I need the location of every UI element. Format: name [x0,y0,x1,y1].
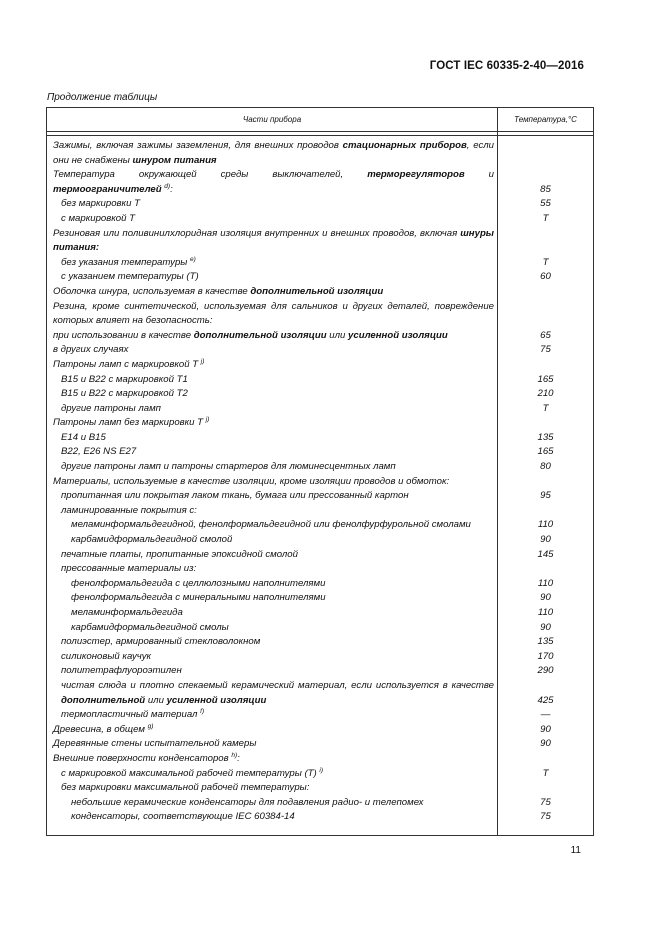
part-description [47,723,498,738]
table-row [47,679,593,708]
table-row [47,416,593,431]
table-row [47,504,593,519]
table-row [47,650,593,665]
table-row [47,548,593,563]
part-text: усиленной изоляции [166,694,267,706]
table-row [47,723,593,738]
table-row [47,387,593,402]
part-description [47,518,498,533]
part-description [47,489,498,504]
part-description [47,139,498,168]
table-row [47,460,593,475]
part-description [47,737,498,752]
part-text: B15 и B22 с маркировкой Т1 [61,373,188,385]
part-description [47,810,498,825]
part-text: термопластичный материал [61,709,198,721]
temperature-value: 90 [540,534,551,546]
table-row [47,212,593,227]
part-text: в других случаях [53,344,129,356]
part-text: Температура окружающей среды выключателей, [53,169,368,181]
temperature-value: 55 [540,198,551,210]
part-text: или [145,694,167,706]
temperature-value: 95 [540,490,551,502]
table-row [47,796,593,811]
table-row [47,285,593,300]
part-description [47,416,498,431]
part-text: меламинформальдегида [71,607,183,618]
table-row [47,300,593,329]
part-description [47,606,498,621]
part-description [47,329,498,344]
part-description [47,767,498,782]
part-description [47,402,498,417]
part-description [47,796,498,811]
temperature-value [498,416,593,431]
part-description [47,358,498,373]
table-row [47,270,593,285]
part-description [47,562,498,577]
temperature-value [498,752,593,767]
part-text: с маркировкой максимальной рабочей температуры (Т) [61,767,317,779]
temperature-value: 135 [537,636,554,648]
temperature-value [498,139,593,168]
part-description [47,635,498,650]
temperature-value: 135 [537,431,554,443]
part-text: Патроны ламп без маркировки Т [53,417,204,429]
part-description [47,460,498,475]
table-row [47,168,593,197]
part-description [47,285,498,300]
part-description [47,256,498,271]
temperature-value: 90 [540,723,551,735]
part-text: дополнительной изоляции [250,285,384,297]
table-row [47,635,593,650]
column-header-temperature: Температура,°C [514,115,577,124]
table-row [47,664,593,679]
temperature-value: 75 [540,796,551,808]
part-text: термоограничителей [53,183,162,195]
part-text: Деревянные стены испытательной камеры [53,738,257,750]
part-text: печатные платы, пропитанные эпоксидной смолой [61,548,298,560]
table-row [47,197,593,212]
part-description [47,679,498,708]
temperature-value: 110 [537,577,554,589]
temperature-value: 80 [540,461,551,473]
part-description [47,227,498,256]
part-description [47,533,498,548]
part-text: Резиновая или поливинилхлоридная изоляция внутренних и внешних проводов, включая [53,227,461,239]
table-row [47,402,593,417]
part-description [47,445,498,460]
part-text: небольшие керамические конденсаторы для подавления радио- и телепомех [71,796,424,808]
part-text: или [326,329,349,341]
part-text: меламинформальдегидной, фенолформальдегидной или фенолфурфурольной смолами [71,519,471,531]
temperature-value: T [542,212,549,224]
part-text: силиконовый каучук [61,650,152,662]
part-text: другие патроны ламп [61,402,161,414]
part-text: прессованные материалы из: [61,563,197,575]
part-text: Патроны ламп с маркировкой Т [53,358,199,370]
temperature-value [498,504,593,519]
temperature-value: T [542,767,549,779]
temperature-value: T [542,256,549,268]
table-header [47,108,593,132]
part-description [47,504,498,519]
table-row [47,752,593,767]
part-description [47,577,498,592]
column-divider [497,132,498,835]
footnote-ref: j) [200,357,205,365]
part-text: и [464,169,494,181]
temperature-value [498,562,593,577]
footnote-ref: j) [205,416,210,424]
part-text: фенолформальдегида с минеральными наполнителями [71,592,326,604]
part-text: ламинированные покрытия с: [61,504,197,516]
part-text: усиленной изоляции [348,329,448,341]
temperature-value: 85 [540,183,551,195]
part-text: конденсаторы, соответствующие IEC 60384-14 [71,811,295,823]
part-text: карбамидформальдегидной смолы [71,621,229,633]
part-text: фенолформальдегида с целлюлозными наполнителями [71,577,326,589]
table-body [47,132,593,835]
table-row [47,781,593,796]
part-text: Оболочка шнура, используемая в качестве [53,285,251,297]
part-text-tail: : [170,183,173,195]
table-row [47,329,593,344]
table-row [47,533,593,548]
table-row [47,445,593,460]
part-description [47,781,498,796]
part-text: Внешние поверхности конденсаторов [53,752,229,764]
part-description [47,621,498,636]
part-text: с указанием температуры (Т) [61,271,199,283]
part-description [47,708,498,723]
temperature-value: 165 [537,373,554,385]
part-description [47,650,498,665]
part-text: терморегуляторов [367,169,465,181]
temperature-value: 290 [537,665,554,677]
temperature-value: 75 [540,811,551,823]
part-description [47,300,498,329]
table-row [47,577,593,592]
part-text: другие патроны ламп и патроны стартеров для люминесцентных ламп [61,461,396,473]
column-header-part: Части прибора [47,108,498,131]
table-row [47,489,593,504]
part-description [47,373,498,388]
table-rows [47,132,593,835]
footnote-ref: e) [190,255,196,263]
footnote-ref: d) [164,182,171,190]
temperature-value: 110 [537,519,554,531]
part-text: карбамидформальдегидной смолой [71,534,233,546]
document-code: ГОСТ IEC 60335-2-40—2016 [429,60,584,72]
table-row [47,373,593,388]
part-text: Древесина, в общем [53,723,145,735]
part-description [47,664,498,679]
table-row [47,708,593,723]
part-description [47,548,498,563]
part-text: без указания температуры [61,256,188,268]
part-description [47,387,498,402]
part-text: политетрафлуороэтилен [61,665,182,677]
temperature-value [498,475,593,490]
footnote-ref: g) [147,722,154,730]
table-row [47,737,593,752]
footnote-ref: f) [200,708,205,716]
part-text: дополнительной [61,694,146,706]
page-number: 11 [570,845,581,856]
table-caption: Продолжение таблицы [47,92,158,103]
table-row [47,139,593,168]
temperature-value: 90 [540,738,551,750]
temperature-value [498,300,593,329]
temperature-value: 75 [540,344,551,356]
part-text: стационарных приборов [342,140,467,151]
temperature-value: T [542,402,549,414]
temperature-value: 60 [540,271,551,283]
part-text: B22, E26 NS E27 [61,446,137,458]
part-description [47,752,498,767]
table-row [47,358,593,373]
part-text: пропитанная или покрытая лаком ткань, бумага или прессованный картон [61,490,409,502]
part-text: Резина, кроме синтетической, используемая для сальников и других деталей, повреждение которых влияет на безопасность: [53,300,494,327]
temperature-value: 210 [537,388,554,400]
part-description [47,197,498,212]
part-text: E14 и B15 [61,431,106,443]
part-description [47,431,498,446]
temperature-value: 90 [540,592,551,604]
part-description [47,343,498,358]
temperature-value [498,227,593,256]
part-text: при использовании в качестве [53,329,194,341]
part-text: с маркировкой Т [61,212,135,224]
part-text: шнуром питания [132,154,217,166]
part-text: Материалы, используемые в качестве изоляции, кроме изоляции проводов и обмоток: [53,475,450,487]
table-row [47,591,593,606]
table-row [47,256,593,271]
temperature-value [498,358,593,373]
part-description [47,168,498,197]
part-text: шнуры питания: [53,227,494,254]
temperature-value: — [540,709,551,721]
part-text: Зажимы, включая зажимы заземления, для внешних проводов [53,140,343,151]
table-row [47,767,593,782]
temperature-table [46,107,594,836]
part-text: B15 и B22 с маркировкой Т2 [61,388,188,400]
part-text: , если они не снабжены [53,140,494,166]
part-text: без маркировки Т [61,198,140,210]
table-row [47,621,593,636]
temperature-value: 425 [537,694,554,706]
temperature-value: 110 [537,607,554,618]
table-row [47,431,593,446]
part-text: без маркировки максимальной рабочей температуры: [61,782,310,794]
part-text: чистая слюда и плотно спекаемый керамический материал, если используется в качестве [61,679,494,691]
part-description [47,270,498,285]
temperature-value: 145 [537,548,554,560]
table-row [47,518,593,533]
temperature-value [498,285,593,300]
part-text-tail: : [237,752,240,764]
table-row [47,810,593,825]
temperature-value: 170 [537,650,554,662]
part-description [47,212,498,227]
footnote-ref: h) [231,751,238,759]
temperature-value: 90 [540,621,551,633]
table-row [47,343,593,358]
table-row [47,562,593,577]
part-description [47,475,498,490]
part-text: полиэстер, армированный стекловолокном [61,636,261,648]
part-text: дополнительной изоляции [193,329,327,341]
table-row [47,227,593,256]
part-description [47,591,498,606]
footnote-ref: i) [319,766,323,774]
temperature-value: 65 [540,329,551,341]
temperature-value: 165 [537,446,554,458]
table-row [47,606,593,621]
table-row [47,475,593,490]
temperature-value [498,781,593,796]
